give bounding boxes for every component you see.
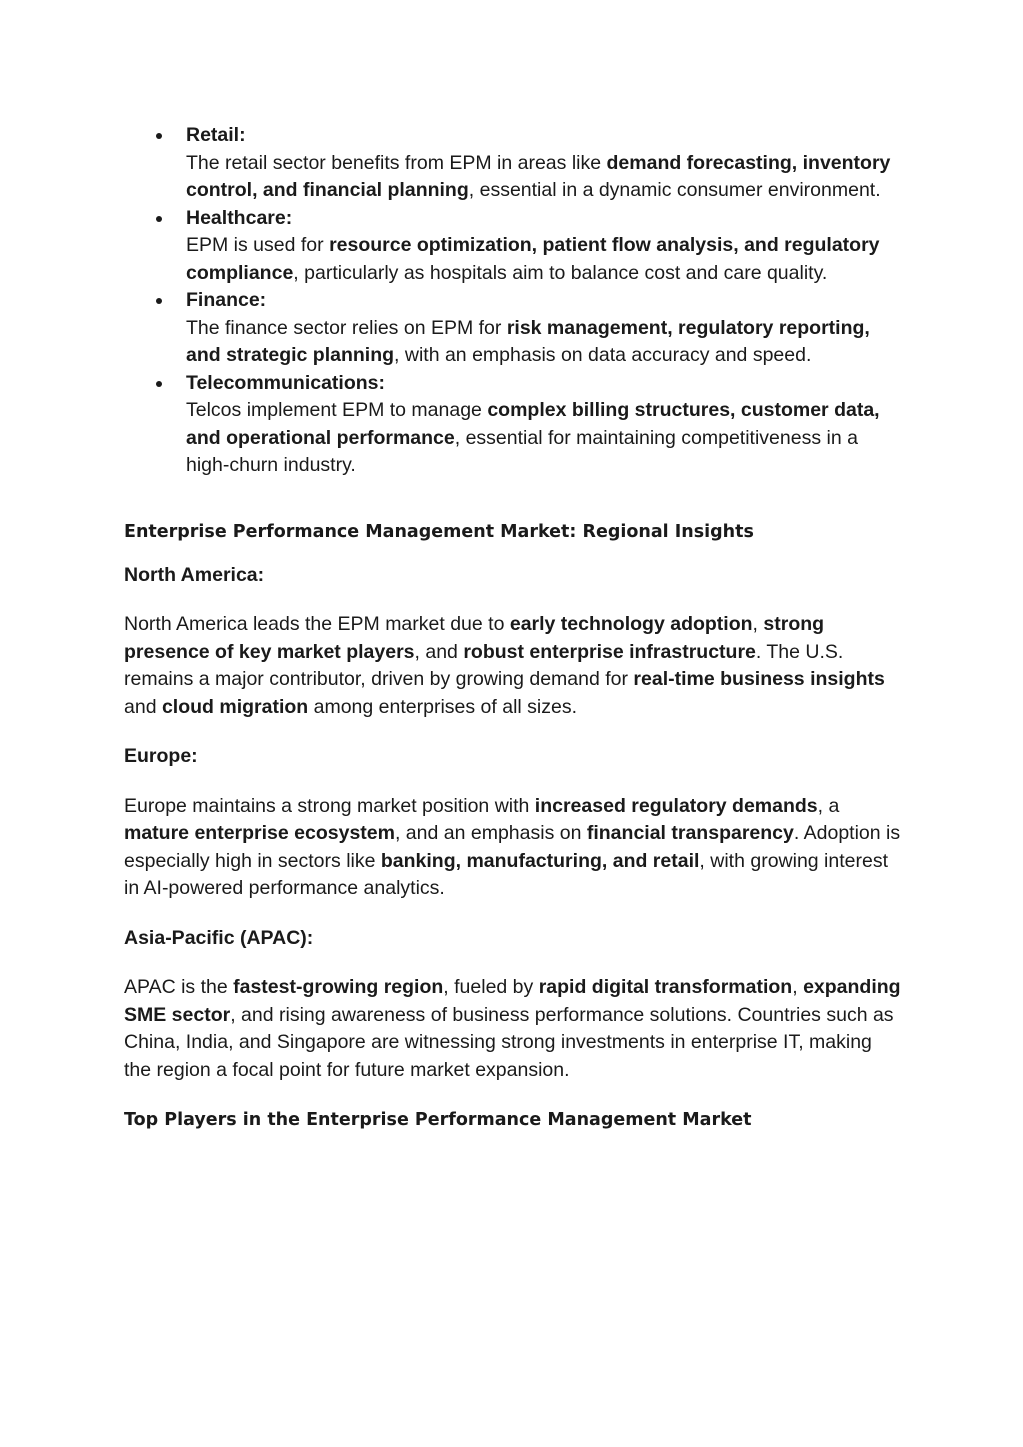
bold-run: cloud migration <box>161 695 309 718</box>
bold-run: banking, manufacturing, and retail <box>380 849 700 872</box>
text-run: , with an emphasis on data accuracy and speed. <box>394 344 812 366</box>
text-run: Europe maintains a strong market position with <box>124 794 535 817</box>
text-run: , a <box>817 794 840 817</box>
industry-description <box>186 317 870 367</box>
region-title-europe: Europe: <box>124 745 198 767</box>
industry-title: Healthcare: <box>186 206 293 229</box>
text-run: among enterprises of all sizes. <box>308 695 577 718</box>
bold-run: robust enterprise infrastructure <box>463 640 756 663</box>
bold-run: financial transparency <box>586 822 794 844</box>
list-item <box>186 287 904 370</box>
region-paragraph-north-america <box>124 611 904 721</box>
text-run: , particularly as hospitals aim to balance cost and care quality. <box>293 261 828 284</box>
bold-run: complex billing structures, customer data, and operational performance <box>186 399 880 449</box>
region-title-apac: Asia-Pacific (APAC): <box>124 926 314 949</box>
text-run: The finance sector relies on EPM for <box>186 316 507 339</box>
bold-run: rapid digital transformation <box>538 976 793 998</box>
bullet-icon <box>156 298 162 304</box>
document-page <box>124 122 904 1132</box>
industry-title: Retail: <box>186 124 246 146</box>
industry-title: Finance: <box>186 289 267 311</box>
text-run: . Adoption is especially high in sectors like <box>124 822 901 872</box>
bold-run: expanding SME sector <box>124 976 901 1026</box>
region-title-north-america: North America: <box>124 563 265 586</box>
industry-list <box>124 122 904 480</box>
bold-run: mature enterprise ecosystem <box>124 822 395 844</box>
bold-run: early technology adoption <box>509 613 753 635</box>
text-run: North America leads the EPM market due to <box>124 613 510 635</box>
list-item <box>186 122 904 205</box>
text-run: . The U.S. remains a major contributor, driven by growing demand for <box>124 640 844 690</box>
list-item <box>186 370 904 480</box>
bold-run: risk management, regulatory reporting, and strategic planning <box>186 316 870 366</box>
industry-description <box>186 234 880 284</box>
text-run: , and <box>414 640 464 663</box>
text-run: EPM is used for <box>186 234 330 256</box>
industry-description <box>186 399 880 476</box>
regional-insights-heading: Enterprise Performance Management Market: Regional Insights <box>124 521 754 542</box>
text-run: , and rising awareness of business performance solutions. Countries such as China, India, and Singapore are witnessing strong investments in enterprise IT, making the region a focal point for future market expansion. <box>124 1003 894 1081</box>
text-run: , essential for maintaining competitiveness in a high-churn industry. <box>186 426 858 476</box>
text-run: , <box>792 976 804 998</box>
region-paragraph-europe <box>124 793 904 903</box>
industry-description <box>186 152 890 202</box>
text-run: , with growing interest in AI-powered performance analytics. <box>124 849 889 899</box>
text-run: The retail sector benefits from EPM in areas like <box>186 151 607 174</box>
bullet-icon <box>156 133 162 139</box>
bullet-icon <box>156 381 162 387</box>
bold-run: increased regulatory demands <box>534 794 818 817</box>
top-players-heading: Top Players in the Enterprise Performance Management Market <box>124 1110 752 1130</box>
text-run: , essential in a dynamic consumer environment. <box>468 179 881 201</box>
bold-run: resource optimization, patient flow analysis, and regulatory compliance <box>186 234 880 284</box>
region-paragraph-apac <box>124 974 904 1084</box>
list-item <box>186 205 904 288</box>
text-run: Telcos implement EPM to manage <box>186 399 488 421</box>
text-run: , fueled by <box>443 976 539 998</box>
bullet-icon <box>156 216 162 222</box>
bold-run: fastest-growing region <box>233 976 444 998</box>
bold-run: demand forecasting, inventory control, and financial planning <box>186 151 891 201</box>
bold-run: strong presence of key market players <box>124 613 825 663</box>
bold-run: real-time business insights <box>633 668 885 690</box>
industry-title: Telecommunications: <box>186 371 386 394</box>
text-run: , <box>752 613 764 635</box>
text-run: and <box>124 695 162 718</box>
text-run: , and an emphasis on <box>394 822 587 844</box>
text-run: APAC is the <box>124 976 234 998</box>
